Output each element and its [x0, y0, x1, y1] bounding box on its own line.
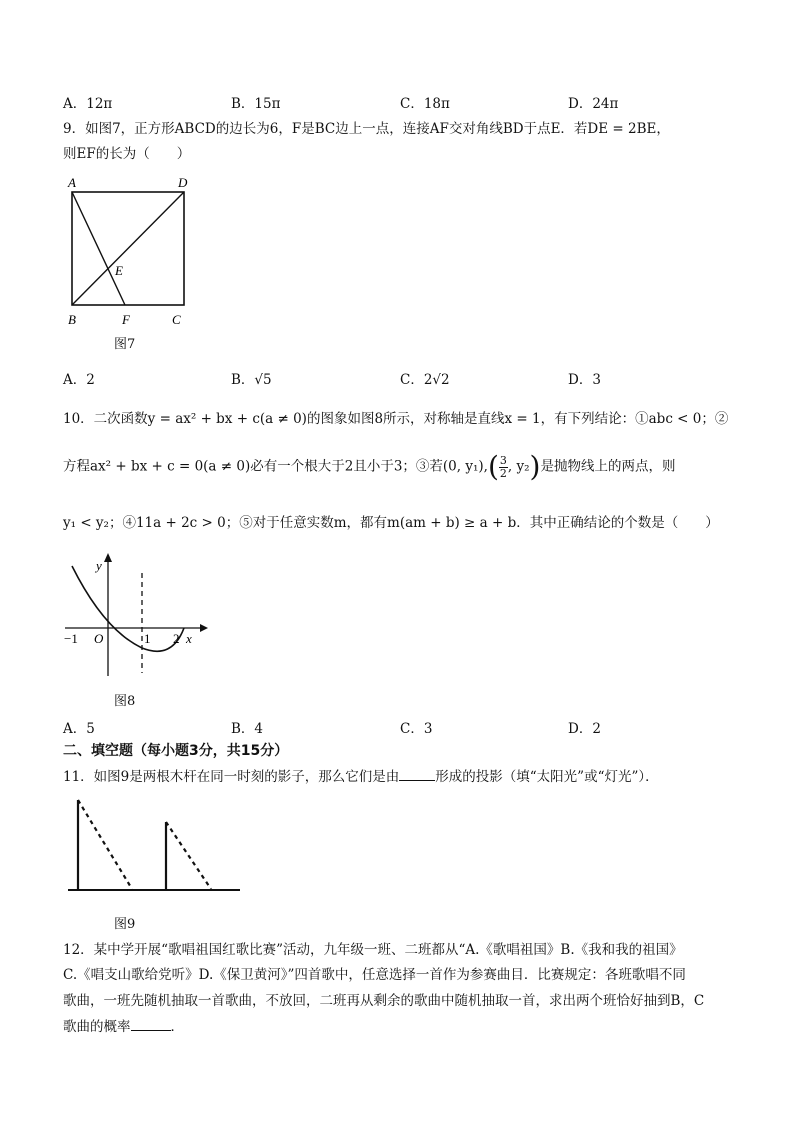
q9-text-line1: 9．如图7，正方形ABCD的边长为6，F是BC边上一点，连接AF交对角线BD于点E．若DE = 2BE，	[63, 121, 670, 137]
q11-text-part-b: 形成的投影（填“太阳光”或“灯光”）．	[435, 769, 659, 785]
q10-text-line1: 10．二次函数y = ax² + bx + c(a ≠ 0)的图象如图8所示，对称轴是直线x = 1，有下列结论：①abc < 0；②	[63, 411, 729, 427]
q8-option-b: B．15π	[231, 96, 281, 112]
q12-line4-part-a: 歌曲的概率	[63, 1019, 131, 1035]
fig8-label-2: 2	[173, 631, 180, 646]
figure-9-poles-shadows	[66, 792, 246, 902]
figure-7-square	[60, 172, 210, 332]
q10-option-a: A．5	[63, 721, 95, 737]
q10-line2-part-a: 方程ax² + bx + c = 0(a ≠ 0)必有一个根大于2且小于3；③若(0, y₁),	[63, 458, 488, 475]
q8-option-c: C．18π	[400, 96, 450, 112]
fig8-label-x: x	[186, 631, 192, 646]
fig8-label-1: 1	[144, 631, 151, 646]
fig8-label-neg1: −1	[64, 631, 78, 646]
fig7-label-f: F	[122, 312, 130, 327]
q12-text-line1: 12．某中学开展“歌唱祖国红歌比赛”活动，九年级一班、二班都从“A.《歌唱祖国》B.《我和我的祖国》	[63, 942, 683, 958]
fig7-label-c: C	[172, 312, 181, 327]
q10-option-b: B．4	[231, 721, 264, 737]
q9-option-a: A．2	[63, 372, 95, 388]
q10-option-d: D．2	[568, 721, 601, 737]
q10-line2-part-c: 是抛物线上的两点，则	[540, 458, 676, 475]
q9-option-d: D．3	[568, 372, 601, 388]
fig7-label-b: B	[68, 312, 76, 327]
fraction-three-halves: $\frac{3}{2}$	[499, 453, 507, 480]
q12-line4-part-b: ．	[170, 1019, 184, 1035]
fig7-label-d: D	[178, 175, 188, 190]
fig8-label-y: y	[96, 558, 102, 573]
figure-8-caption: 图8	[114, 694, 136, 709]
q11-answer-blank[interactable]	[399, 768, 435, 781]
q11-text-part-a: 11．如图9是两根木杆在同一时刻的影子，那么它们是由	[63, 769, 400, 785]
q9-option-b: B．√5	[231, 372, 272, 388]
q10-option-c: C．3	[400, 721, 433, 737]
section-heading-fill-in: 二、填空题（每小题3分，共15分）	[63, 743, 289, 759]
fig7-label-a: A	[68, 175, 76, 190]
q12-text-line4	[63, 1015, 184, 1035]
q8-option-d: D．24π	[568, 96, 619, 112]
q12-text-line2: C.《唱支山歌给党听》D.《保卫黄河》”四首歌中，任意选择一首作为参赛曲目．比赛规定：各班歌唱不同	[63, 967, 686, 983]
q9-text-line2: 则EF的长为（ ）	[63, 146, 191, 162]
q11-text	[63, 765, 659, 785]
q12-text-line3: 歌曲，一班先随机抽取一首歌曲，不放回，二班再从剩余的歌曲中随机抽取一首，求出两个班恰好抽到B，C	[63, 993, 705, 1009]
figure-7-caption: 图7	[114, 337, 136, 352]
fig7-label-e: E	[115, 263, 123, 278]
figure-8-parabola	[60, 548, 210, 683]
q12-answer-blank[interactable]	[131, 1018, 171, 1031]
q10-text-line3: y₁ < y₂；④11a + 2c > 0；⑤对于任意实数m，都有m(am + b) ≥ a + b．其中正确结论的个数是（ ）	[63, 515, 719, 531]
q10-line2-part-b: , y₂	[507, 458, 530, 475]
figure-9-caption: 图9	[114, 917, 136, 932]
q10-text-line2: 方程ax² + bx + c = 0(a ≠ 0)必有一个根大于2且小于3；③若(0, y₁),( $\frac{3}{2}$ , y₂)是抛物线上的两点，则	[63, 450, 676, 483]
q8-option-a: A．12π	[63, 96, 113, 112]
fig8-label-origin: O	[94, 631, 104, 646]
q9-option-c: C．2√2	[400, 372, 450, 388]
